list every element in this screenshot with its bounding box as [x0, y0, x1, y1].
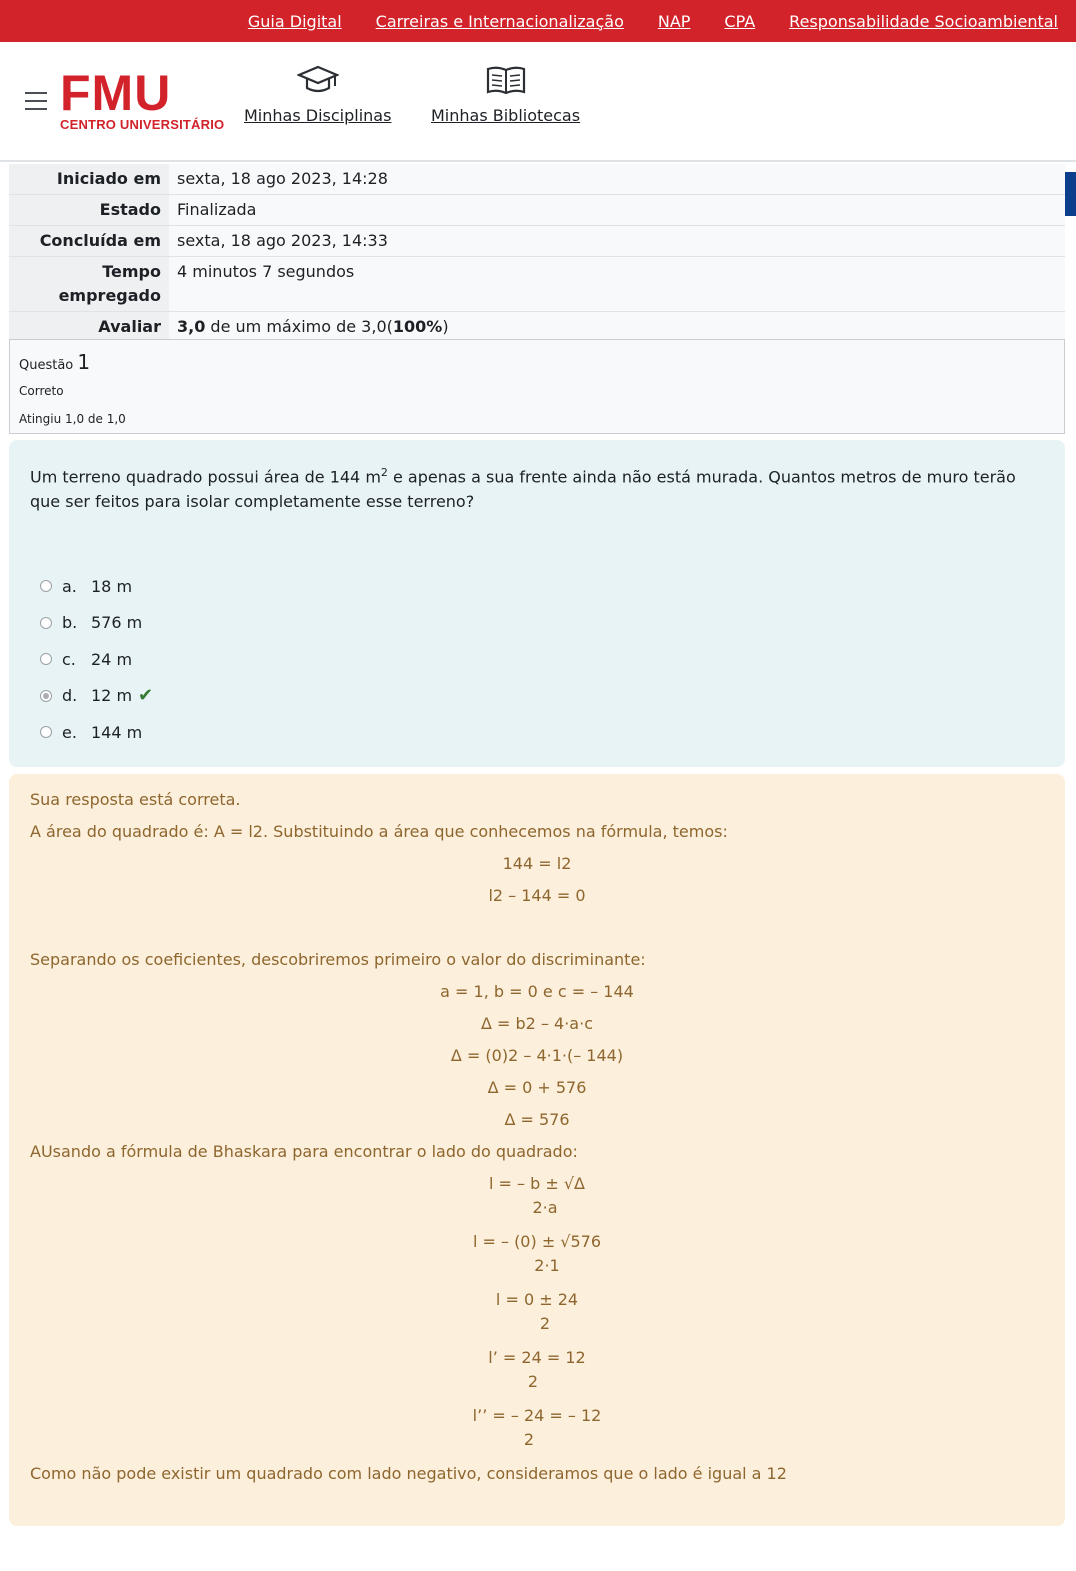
- equation: l2 – 144 = 0: [488, 886, 586, 905]
- radio-button-selected[interactable]: [40, 690, 52, 702]
- radio-button[interactable]: [40, 653, 52, 665]
- feedback-content: [30, 788, 1044, 1494]
- radio-button[interactable]: [40, 726, 52, 738]
- summary-row: [9, 312, 1065, 343]
- summary-label: Iniciado em: [9, 164, 169, 195]
- summary-row: [9, 195, 1065, 226]
- grade-value: 3,0: [177, 317, 206, 336]
- fraction: [30, 1230, 1044, 1278]
- radio-button[interactable]: [40, 617, 52, 629]
- book-icon: [485, 64, 527, 96]
- summary-row: [9, 164, 1065, 195]
- summary-label: Estado: [9, 195, 169, 226]
- equation: a = 1, b = 0 e c = – 144: [440, 982, 634, 1001]
- summary-value: 4 minutos 7 segundos: [169, 257, 1065, 312]
- question-grade: Atingiu 1,0 de 1,0: [19, 412, 126, 426]
- fraction-denominator: 2·a: [532, 1198, 558, 1217]
- question-number: [19, 350, 1055, 374]
- question-text-part: Um terreno quadrado possui área de 144 m: [30, 467, 381, 487]
- fraction-numerator: l = 0 ± 24: [495, 1290, 579, 1309]
- fraction-denominator: 2·1: [534, 1256, 560, 1275]
- answer-letter: c.: [62, 649, 76, 669]
- link-nap[interactable]: NAP: [657, 11, 691, 31]
- equation: Δ = (0)2 – 4·1·(– 144): [450, 1046, 624, 1065]
- answer-option-d[interactable]: [40, 678, 153, 715]
- fraction: [30, 1404, 1044, 1452]
- link-guia-digital[interactable]: Guia Digital: [247, 11, 342, 31]
- summary-value: sexta, 18 ago 2023, 14:33: [169, 226, 1065, 257]
- answer-text: 576 m: [91, 613, 143, 633]
- answer-text: 144 m: [91, 722, 143, 742]
- attempt-summary-table: [9, 164, 1065, 343]
- grade-close: ): [442, 317, 449, 336]
- question-content: [9, 440, 1065, 767]
- answer-option-a[interactable]: [40, 568, 153, 605]
- nav-minhas-bibliotecas[interactable]: [431, 64, 580, 125]
- grade-percent: 100%: [392, 317, 443, 336]
- answer-letter: a.: [62, 576, 77, 596]
- fraction: [30, 1288, 1044, 1336]
- question-label: Questão: [19, 358, 74, 373]
- menu-icon[interactable]: [25, 92, 47, 110]
- equation: Δ = 576: [504, 1110, 570, 1129]
- equation: Δ = 0 + 576: [487, 1078, 587, 1097]
- correct-check-icon: ✔: [138, 685, 154, 707]
- equation: Δ = b2 – 4·a·c: [481, 1014, 593, 1033]
- nav-bibliotecas-label: Minhas Bibliotecas: [431, 106, 581, 125]
- answer-text: 12 m: [91, 686, 133, 706]
- question-status: Correto: [19, 384, 64, 398]
- fraction-denominator: 2: [523, 1430, 535, 1449]
- summary-row: [9, 226, 1065, 257]
- summary-row: [9, 257, 1065, 312]
- summary-label: Tempo empregado: [9, 257, 169, 312]
- top-bar: [0, 0, 1076, 42]
- fmu-logo[interactable]: [60, 65, 225, 132]
- question-info: [9, 339, 1065, 434]
- fraction-numerator: l’ = 24 = 12: [488, 1348, 586, 1367]
- summary-label: Avaliar: [9, 312, 169, 343]
- summary-value: sexta, 18 ago 2023, 14:28: [169, 164, 1065, 195]
- summary-value: Finalizada: [169, 195, 1065, 226]
- top-links: [248, 0, 1058, 42]
- site-header: [0, 42, 1076, 162]
- link-responsabilidade[interactable]: Responsabilidade Socioambiental: [789, 11, 1058, 31]
- fraction: [30, 1172, 1044, 1220]
- fraction-numerator: l = – b ± √Δ: [489, 1174, 585, 1193]
- summary-label: Concluída em: [9, 226, 169, 257]
- summary-value: [169, 312, 1065, 343]
- feedback-intro: A área do quadrado é: A = l2. Substituindo a área que conhecemos na fórmula, temos:: [30, 822, 728, 841]
- feedback-separate: Separando os coeficientes, descobriremos primeiro o valor do discriminante:: [30, 950, 646, 969]
- logo-text: FMU: [60, 65, 172, 121]
- equation: 144 = l2: [502, 854, 572, 873]
- question-number-value: 1: [77, 350, 91, 374]
- logo-subtitle: CENTRO UNIVERSITÁRIO: [60, 117, 225, 132]
- spacer: [30, 916, 1044, 948]
- answer-option-b[interactable]: [40, 605, 153, 642]
- feedback-correct: Sua resposta está correta.: [30, 790, 241, 809]
- answer-letter: d.: [62, 686, 78, 706]
- answer-letter: b.: [62, 613, 78, 633]
- fraction-numerator: l = – (0) ± √576: [472, 1232, 602, 1251]
- answer-option-e[interactable]: [40, 714, 153, 751]
- answer-letter: e.: [62, 722, 77, 742]
- fraction-numerator: l’’ = – 24 = – 12: [472, 1406, 602, 1425]
- answer-option-c[interactable]: [40, 641, 153, 678]
- question-text-superscript: 2: [380, 466, 388, 479]
- link-carreiras[interactable]: Carreiras e Internacionalização: [375, 11, 624, 31]
- graduation-cap-icon: [297, 64, 339, 96]
- link-cpa[interactable]: CPA: [724, 11, 756, 31]
- grade-text: de um máximo de 3,0(: [205, 317, 393, 336]
- feedback-box: [9, 774, 1065, 1526]
- feedback-bhaskara: AUsando a fórmula de Bhaskara para encontrar o lado do quadrado:: [30, 1142, 578, 1161]
- fraction-denominator: 2: [539, 1314, 551, 1333]
- question-text: [30, 460, 1030, 514]
- nav-minhas-disciplinas[interactable]: [244, 64, 391, 125]
- question-text-part: e apenas a sua frente ainda não está murada. Quantos metros de muro terão que ser feitos para isolar completamente esse terreno?: [30, 467, 1016, 512]
- feedback-conclusion: Como não pode existir um quadrado com lado negativo, consideramos que o lado é igual a 12: [30, 1464, 787, 1483]
- fraction: [30, 1346, 1044, 1394]
- radio-button[interactable]: [40, 580, 52, 592]
- answer-options: [40, 568, 153, 751]
- answer-text: 18 m: [91, 576, 133, 596]
- nav-disciplinas-label: Minhas Disciplinas: [244, 106, 392, 125]
- fraction-denominator: 2: [527, 1372, 539, 1391]
- answer-text: 24 m: [91, 649, 133, 669]
